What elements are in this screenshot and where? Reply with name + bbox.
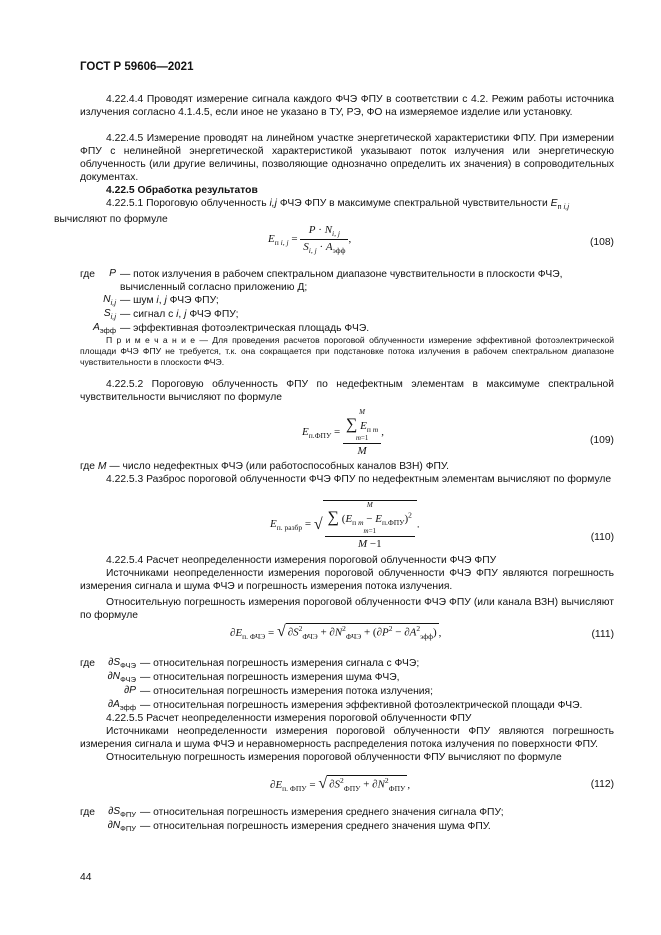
def-dN: — относительная погрешность измерения шума ФЧЭ, — [140, 672, 400, 683]
where-label-3: где — [80, 807, 96, 818]
doc-header: ГОСТ Р 59606—2021 — [80, 61, 194, 73]
para-uncertainty-sources-2: Источниками неопределенности измерения пороговой облученности ФПУ являются погрешность измерения сигнала и шума ФЧЭ и неравномерность распределения потока излучения по поверхности ФПУ. — [80, 726, 614, 751]
equation-number-110: (110) — [590, 532, 614, 543]
para-uncertainty-sources-1: Источниками неопределенности измерения пороговой облученности ФЧЭ ФПУ являются погрешность измерения сигнала и шума ФЧЭ и погрешность измерения потока излучения. — [80, 568, 614, 593]
equation-number-111: (111) — [591, 629, 614, 640]
sym-dS-fpu: $\partial S_{ФПУ}$ — [108, 806, 136, 820]
equation-112: $\partial E_{п. ФПУ}$ = √ $\partial S^2_{ФПУ} + \partial N^2_{ФПУ}$ , (112) — [270, 775, 614, 794]
para-4-22-5-5: 4.22.5.5 Расчет неопределенности измерения пороговой облученности ФПУ — [106, 713, 472, 724]
where-label: где — [80, 269, 96, 280]
para-4-22-5-1: 4.22.5.1 Пороговую облученность i,j ФЧЭ ФПУ в максимуме спектральной чувствительности $E_{п i,j}$ вычисляют по формуле — [54, 198, 570, 226]
def-dA: — относительная погрешность измерения эффективной фотоэлектрической площади ФЧЭ. — [140, 700, 583, 711]
para-4-22-5-2: 4.22.5.2 Пороговую облученность ФПУ по недефектным элементам в максимуме спектральной чувствительности вычисляют по формуле — [80, 379, 614, 404]
para-4-22-5-3: 4.22.5.3 Разброс пороговой облученности ФЧЭ ФПУ по недефектным элементам вычисляют по формуле — [106, 474, 612, 485]
def-M: где M — число недефектных ФЧЭ (или работоспособных каналов ВЗН) ФПУ. — [80, 461, 449, 472]
def-N: — шум i, j ФЧЭ ФПУ; — [120, 295, 219, 306]
equation-number-112: (112) — [590, 779, 614, 790]
def-dS-fpu: — относительная погрешность измерения среднего значения сигнала ФПУ; — [140, 807, 504, 818]
page-number: 44 — [80, 872, 92, 883]
sym-dN-fpu: $\partial N_{ФПУ}$ — [107, 820, 136, 834]
sym-dS: $\partial S_{ФЧЭ}$ — [108, 657, 136, 671]
sym-N: $N_{i,j}$ — [103, 294, 116, 308]
sym-dA: $\partial A_{эфф}$ — [107, 699, 136, 713]
def-dN-fpu: — относительная погрешность измерения среднего значения шума ФПУ. — [140, 821, 491, 832]
equation-number-108: (108) — [589, 237, 614, 248]
equation-111: $\partial E_{п. ФЧЭ}$ = √ $\partial S^2_{ФЧЭ} + \partial N^2_{ФЧЭ} + (\partial P^2 - \partial A^2_{эфф})$ , (111) — [230, 623, 614, 642]
sym-S: $S_{i,j}$ — [103, 308, 116, 322]
sym-P: P — [109, 268, 116, 279]
para-4-22-4-5: 4.22.4.5 Измерение проводят на линейном участке энергетической характеристики ФПУ. При измерении ФПУ с нелинейной энергетической характеристикой указывают поток излучения или энергетическую облученность (или другие величины, позволяющие однозначно определить их значения) в сопроводительных документах. — [80, 133, 614, 184]
para-rel-error-2: Относительную погрешность измерения пороговой облученности ФПУ вычисляют по формуле — [106, 752, 562, 763]
sym-dP: ∂P — [124, 685, 136, 696]
where-label-2: где — [80, 658, 96, 669]
equation-number-109: (109) — [589, 435, 614, 446]
section-4-22-5-title: 4.22.5 Обработка результатов — [106, 185, 258, 196]
def-dS: — относительная погрешность измерения сигнала с ФЧЭ; — [140, 658, 420, 669]
sym-A: $A_{эфф}$ — [92, 322, 116, 336]
para-4-22-5-4: 4.22.5.4 Расчет неопределенности измерения пороговой облученности ФЧЭ ФПУ — [106, 555, 497, 566]
equation-108: $E_{п i, j}$ = $\frac{P \cdot N_{i, j}}{S_{i, j} \cdot A_{эфф}}$ , (108) — [268, 224, 614, 256]
def-S: — сигнал с i, j ФЧЭ ФПУ; — [120, 309, 239, 320]
equation-110: $E_{п. разбр}$ = √ M ∑ $(E_{п m} - E_{п.ФПУ})^2$ m=1 M −1 . (110) — [270, 501, 614, 551]
note: П р и м е ч а н и е — Для проведения расчетов пороговой облученности измерение эффективной фотоэлектрической площади ФЧЭ ФПУ не требуется, т.к. она сокращается при подстановке потока излучения в рабочем спектральном диапазоне чувствительности в плоскости ФЧЭ. — [80, 335, 614, 368]
def-A: — эффективная фотоэлектрическая площадь ФЧЭ. — [120, 323, 370, 334]
para-4-22-4-4: 4.22.4.4 Проводят измерение сигнала каждого ФЧЭ ФПУ в соответствии с 4.2. Режим работы источника излучения согласно 4.1.4.5, если иное не указано в ТУ, РЭ, ФО на измеряемое изделие или установку. — [80, 94, 614, 119]
def-dP: — относительная погрешность измерения потока излучения; — [140, 686, 433, 697]
sym-dN: $\partial N_{ФЧЭ}$ — [107, 671, 136, 685]
equation-109: $E_{п.ФПУ}$ = M ∑ $E_{п m}$ m=1 M , (109) — [302, 408, 614, 458]
para-rel-error-1: Относительную погрешность измерения пороговой облученности ФЧЭ ФПУ (или канала ВЗН) вычисляют по формуле — [80, 597, 614, 622]
def-P: — поток излучения в рабочем спектральном диапазоне чувствительности в плоскости ФЧЭ, вычисленный согласно приложению Д; — [120, 269, 563, 293]
